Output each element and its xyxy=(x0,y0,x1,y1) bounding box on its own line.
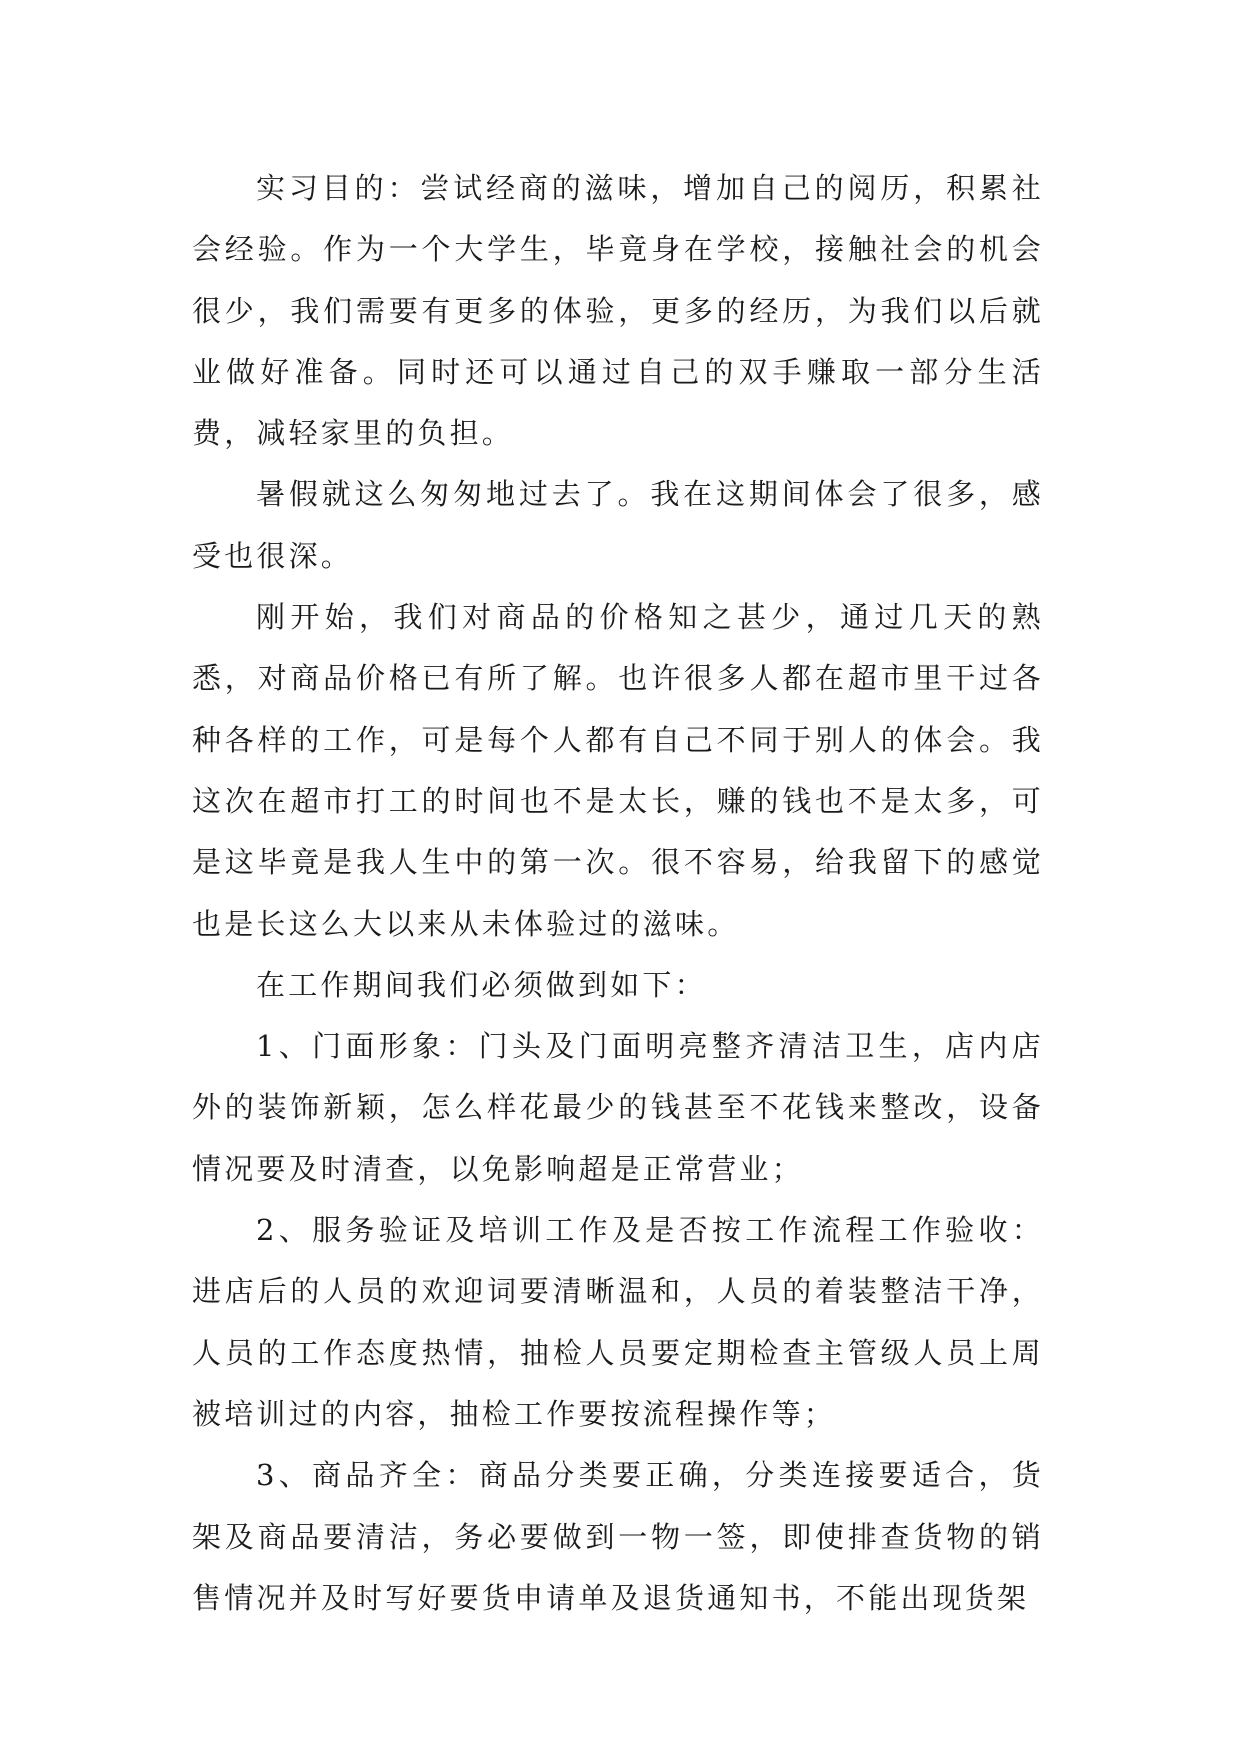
paragraph-requirements-intro: 在工作期间我们必须做到如下： xyxy=(256,967,707,1002)
paragraph-item-goods: 3、商品齐全：商品分类要正确，分类连接要适合，货架及商品要清洁，务必要做到一物一签，即使排查货物的销售情况并及时写好要货申请单及退货通知书，不能出现货架 xyxy=(192,1458,1044,1615)
document-body xyxy=(192,158,1044,1629)
paragraph-item-storefront: 1、门面形象：门头及门面明亮整齐清洁卫生，店内店外的装饰新颖，怎么样花最少的钱甚至不花钱来整改，设备情况要及时清查，以免影响超是正常营业； xyxy=(192,1029,1044,1186)
paragraph-summer: 暑假就这么匆匆地过去了。我在这期间体会了很多，感受也很深。 xyxy=(192,477,1044,573)
paragraph-item-service: 2、服务验证及培训工作及是否按工作流程工作验收：进店后的人员的欢迎词要清晰温和，人员的着装整洁干净，人员的工作态度热情，抽检人员要定期检查主管级人员上周被培训过的内容，抽检工作要按流程操作等； xyxy=(192,1213,1044,1431)
paragraph-beginning: 刚开始，我们对商品的价格知之甚少，通过几天的熟悉，对商品价格已有所了解。也许很多人都在超市里干过各种各样的工作，可是每个人都有自己不同于别人的体会。我这次在超市打工的时间也不是太长，赚的钱也不是太多，可是这毕竟是我人生中的第一次。很不容易，给我留下的感觉也是长这么大以来从未体验过的滋味。 xyxy=(192,600,1044,941)
paragraph-purpose: 实习目的：尝试经商的滋味，增加自己的阅历，积累社会经验。作为一个大学生，毕竟身在学校，接触社会的机会很少，我们需要有更多的体验，更多的经历，为我们以后就业做好准备。同时还可以通过自己的双手赚取一部分生活费，减轻家里的负担。 xyxy=(192,171,1044,451)
